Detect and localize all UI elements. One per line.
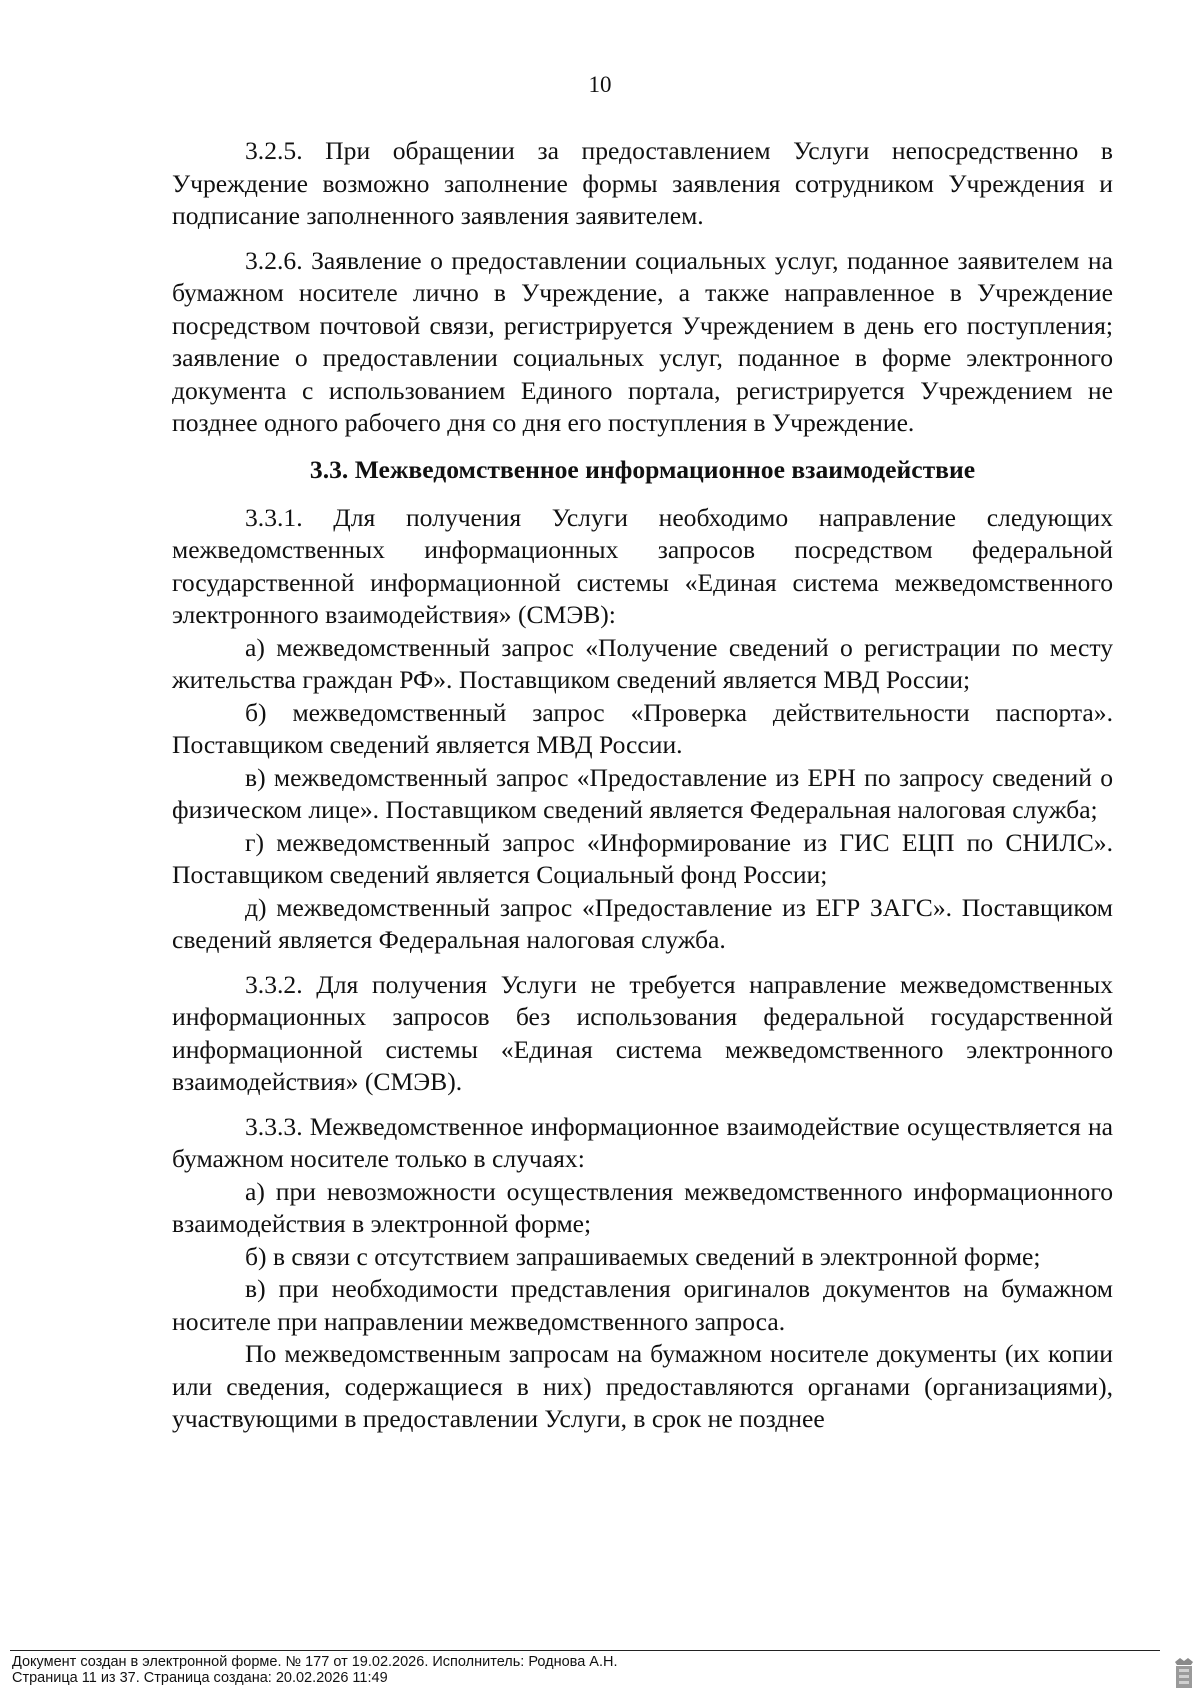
document-body [172, 135, 1113, 1436]
section-heading: 3.3. Межведомственное информационное взаимодействие [309, 454, 976, 484]
footer-divider [10, 1650, 1160, 1651]
document-footer [12, 1654, 618, 1686]
emblem-icon [1173, 1654, 1195, 1690]
case-item-b: б) в связи с отсутствием запрашиваемых сведений в электронной форме; [245, 1241, 1041, 1271]
list-item-d: д) межведомственный запрос «Предоставление из ЕГР ЗАГС». Поставщиком сведений является Федеральная налоговая служба. [172, 892, 1113, 954]
list-item-b: б) межведомственный запрос «Проверка действительности паспорта». Поставщиком сведений является МВД России. [172, 697, 1113, 759]
list-item-g: г) межведомственный запрос «Информирование из ГИС ЕЦП по СНИЛС». Поставщиком сведений является Социальный фонд России; [172, 827, 1113, 889]
paragraph-3-3-1: 3.3.1. Для получения Услуги необходимо направление следующих межведомственных информационных запросов посредством федеральной государственной информационной системы «Единая система межведомственного электронного взаимодействия» (СМЭВ): [172, 502, 1113, 629]
paragraph-3-2-6: 3.2.6. Заявление о предоставлении социальных услуг, поданное заявителем на бумажном носителе лично в Учреждение, а также направленное в Учреждение посредством почтовой связи, регистрируется Учреждением в день его поступления; заявление о предоставлении социальных услуг, поданное в форме электронного документа с использованием Единого портала, регистрируется Учреждением не позднее одного рабочего дня со дня его поступления в Учреждение. [172, 245, 1113, 437]
paragraph-3-3-3: 3.3.3. Межведомственное информационное взаимодействие осуществляется на бумажном носителе только в случаях: [172, 1111, 1113, 1173]
footer-line-1: Документ создан в электронной форме. № 177 от 19.02.2026. Исполнитель: Роднова А.Н. [12, 1654, 618, 1670]
footer-line-2: Страница 11 из 37. Страница создана: 20.02.2026 11:49 [12, 1670, 388, 1686]
case-item-a: а) при невозможности осуществления межведомственного информационного взаимодействия в электронной форме; [172, 1176, 1113, 1238]
list-item-a: а) межведомственный запрос «Получение сведений о регистрации по месту жительства граждан РФ». Поставщиком сведений является МВД России; [172, 632, 1113, 694]
page-number: 10 [588, 72, 612, 97]
paragraph-3-2-5: 3.2.5. При обращении за предоставлением Услуги непосредственно в Учреждение возможно заполнение формы заявления сотрудником Учреждения и подписание заполненного заявления заявителем. [172, 136, 1113, 230]
case-item-v: в) при необходимости представления оригиналов документов на бумажном носителе при направлении межведомственного запроса. [172, 1274, 1113, 1336]
paragraph-paper-requests: По межведомственным запросам на бумажном носителе документы (их копии или сведения, содержащиеся в них) предоставляются органами (организациями), участвующими в предоставлении Услуги, в срок не позднее [172, 1339, 1113, 1433]
paragraph-3-3-2: 3.3.2. Для получения Услуги не требуется направление межведомственных информационных запросов без использования федеральной государственной информационной системы «Единая система межведомственного электронного взаимодействия» (СМЭВ). [172, 969, 1113, 1096]
list-item-v: в) межведомственный запрос «Предоставление из ЕРН по запросу сведений о физическом лице». Поставщиком сведений является Федеральная налоговая служба; [172, 762, 1113, 824]
